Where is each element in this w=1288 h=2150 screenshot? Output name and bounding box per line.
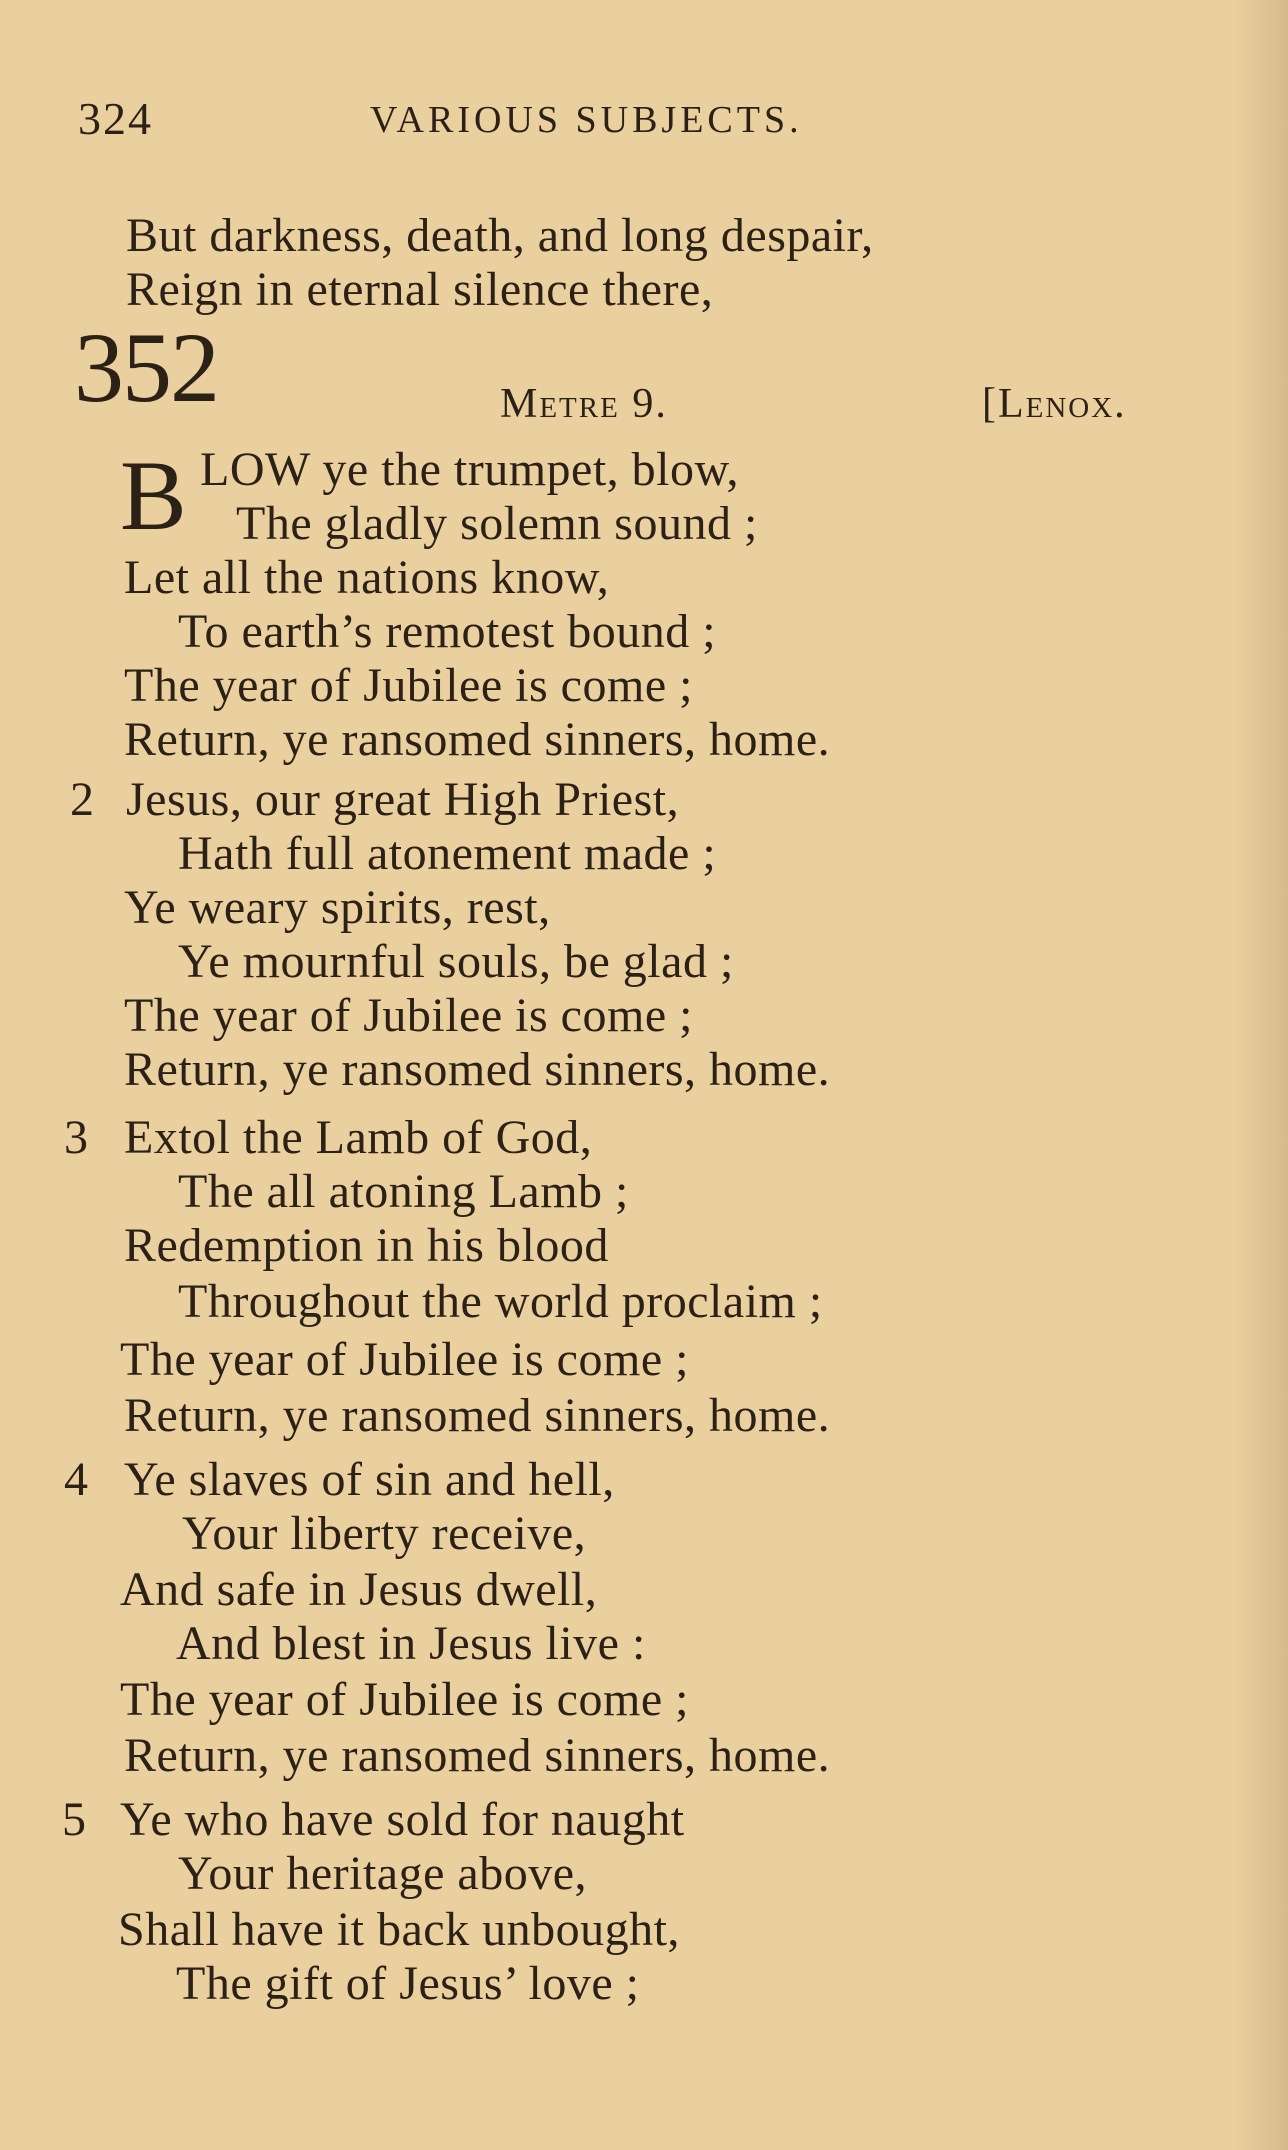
hymn-line: Shall have it back unbought, — [118, 1903, 680, 1956]
hymn-line: Return, ye ransomed sinners, home. — [124, 1729, 831, 1782]
stanza-number: 5 — [62, 1793, 86, 1846]
hymn-tune: [Lenox. — [982, 381, 1127, 427]
hymn-line: The gladly solemn sound ; — [236, 497, 758, 550]
previous-hymn-line: Reign in eternal silence there, — [126, 263, 714, 316]
hymn-line: The year of Jubilee is come ; — [120, 1333, 689, 1386]
hymn-line: And blest in Jesus live : — [176, 1617, 646, 1670]
hymn-line: The all atoning Lamb ; — [178, 1165, 629, 1218]
stanza-number: 3 — [64, 1111, 88, 1164]
hymn-line: Ye who have sold for naught — [120, 1793, 685, 1846]
stanza-number: 2 — [70, 773, 94, 826]
hymn-line: The gift of Jesus’ love ; — [176, 1957, 640, 2010]
previous-hymn-line: But darkness, death, and long despair, — [126, 209, 874, 262]
hymn-metre: Metre 9. — [500, 381, 668, 427]
page-header — [0, 92, 1288, 152]
hymn-line: To earth’s remotest bound ; — [178, 605, 717, 658]
hymn-line: Your liberty receive, — [182, 1507, 587, 1560]
hymn-line: The year of Jubilee is come ; — [120, 1673, 689, 1726]
hymn-line: Let all the nations know, — [124, 551, 610, 604]
hymn-line: Return, ye ransomed sinners, home. — [124, 1389, 831, 1442]
hymn-line: Jesus, our great High Priest, — [126, 773, 680, 826]
hymn-line: Ye slaves of sin and hell, — [124, 1453, 615, 1506]
hymn-line: Ye mournful souls, be glad ; — [178, 935, 734, 988]
hymn-line: And safe in Jesus dwell, — [120, 1563, 598, 1616]
hymn-line: Throughout the world proclaim ; — [178, 1275, 823, 1328]
hymn-line: Return, ye ransomed sinners, home. — [124, 713, 831, 766]
hymn-line: Ye weary spirits, rest, — [124, 881, 551, 934]
hymn-line: The year of Jubilee is come ; — [124, 989, 693, 1042]
drop-cap-letter: B — [120, 440, 187, 551]
hymn-number: 352 — [74, 312, 218, 423]
hymn-line: Hath full atonement made ; — [178, 827, 717, 880]
hymn-line: Redemption in his blood — [124, 1219, 609, 1272]
hymn-line: The year of Jubilee is come ; — [124, 659, 693, 712]
hymn-line: Extol the Lamb of God, — [124, 1111, 593, 1164]
stanza-number: 4 — [64, 1453, 88, 1506]
hymn-line: Return, ye ransomed sinners, home. — [124, 1043, 831, 1096]
running-head: VARIOUS SUBJECTS. — [370, 99, 803, 141]
page-number: 324 — [78, 93, 153, 144]
hymn-line: LOW ye the trumpet, blow, — [200, 443, 740, 496]
hymn-line: Your heritage above, — [178, 1847, 588, 1900]
